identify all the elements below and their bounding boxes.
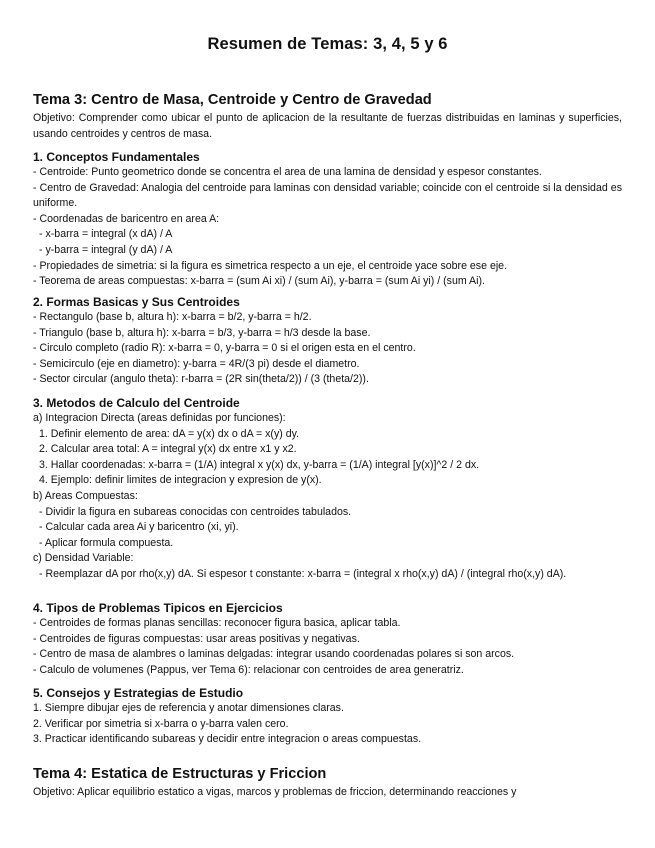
tema3-section [33, 91, 622, 142]
s5-line: 2. Verificar por simetria si x-barra o y-barra valen cero. [33, 717, 289, 730]
s3-line: 4. Ejemplo: definir limites de integracion y expresion de y(x). [39, 474, 322, 487]
s1-line: - Coordenadas de baricentro en area A: [33, 212, 220, 225]
s2-line: - Circulo completo (radio R): x-barra = 0, y-barra = 0 si el origen esta en el centro. [33, 342, 416, 355]
tema3-s3 [33, 396, 622, 583]
s1-line: - y-barra = integral (y dA) / A [39, 243, 173, 256]
s5-line: 1. Siempre dibujar ejes de referencia y anotar dimensiones claras. [33, 702, 344, 714]
tema3-s1 [33, 150, 622, 290]
tema3-heading: Tema 3: Centro de Masa, Centroide y Centro de Gravedad [33, 92, 432, 108]
s3-heading: 3. Metodos de Calculo del Centroide [33, 396, 240, 410]
s2-heading: 2. Formas Basicas y Sus Centroides [33, 295, 240, 309]
s1-line: - x-barra = integral (x dA) / A [39, 228, 173, 241]
s3-line: 2. Calcular area total: A = integral y(x) dx entre x1 y x2. [39, 443, 297, 456]
s4-line: - Centro de masa de alambres o laminas delgadas: integrar usando coordenadas polares si son arcos. [33, 648, 515, 661]
s5-heading: 5. Consejos y Estrategias de Estudio [33, 686, 244, 700]
tema4-objective: Objetivo: Aplicar equilibrio estatico a vigas, marcos y problemas de friccion, determinando reacciones y [33, 786, 517, 798]
s2-line: - Sector circular (angulo theta): r-barra = (2R sin(theta/2)) / (3 (theta/2)). [33, 373, 369, 386]
s2-line: - Semicirculo (eje en diametro): y-barra = 4R/(3 pi) desde el diametro. [33, 357, 360, 370]
tema3-s4 [33, 601, 622, 678]
s2-line: - Triangulo (base b, altura h): x-barra = b/3, y-barra = h/3 desde la base. [33, 326, 371, 339]
s3-line: - Calcular cada area Ai y baricentro (xi, yi). [39, 521, 239, 534]
tema4-heading: Tema 4: Estatica de Estructuras y Friccion [33, 766, 327, 782]
s4-line: - Centroides de figuras compuestas: usar areas positivas y negativas. [33, 632, 360, 645]
tema3-s2 [33, 295, 622, 388]
s1-line: - Teorema de areas compuestas: x-barra = (sum Ai xi) / (sum Ai), y-barra = (sum Ai yi) / (sum Ai). [33, 275, 485, 288]
s4-line: - Centroides de formas planas sencillas: reconocer figura basica, aplicar tabla. [33, 617, 401, 629]
s2-line: - Rectangulo (base b, altura h): x-barra = b/2, y-barra = h/2. [33, 311, 312, 323]
tema4-section [33, 765, 622, 801]
s1-line: - Propiedades de simetria: si la figura es simetrica respecto a un eje, el centroide yace sobre ese eje. [33, 259, 508, 272]
s3-line: 3. Hallar coordenadas: x-barra = (1/A) integral x y(x) dx, y-barra = (1/A) integral [y(x)]^2 / 2 dx. [39, 458, 480, 471]
tema3-s5 [33, 686, 622, 748]
s3-line: a) Integracion Directa (areas definidas por funciones): [33, 412, 286, 424]
s3-line: c) Densidad Variable: [33, 552, 134, 565]
s1-line: - Centro de Gravedad: Analogia del centroide para laminas con densidad variable; coincide con el centroide si la densidad es uniforme. [33, 181, 622, 210]
s3-line: - Reemplazar dA por rho(x,y) dA. Si espesor t constante: x-barra = (integral x rho(x,y) dA) / (integral rho(x,y) dA). [39, 567, 567, 580]
tema3-objective: Objetivo: Comprender como ubicar el punto de aplicacion de la resultante de fuerzas distribuidas en laminas y superficies, usando centroides y centros de masa. [33, 112, 622, 140]
s4-heading: 4. Tipos de Problemas Tipicos en Ejercicios [33, 601, 283, 615]
s3-line: 1. Definir elemento de area: dA = y(x) dx o dA = x(y) dy. [39, 427, 300, 440]
document-title: Resumen de Temas: 3, 4, 5 y 6 [207, 35, 448, 53]
s1-line: - Centroide: Punto geometrico donde se concentra el area de una lamina de densidad y espesor constantes. [33, 166, 542, 178]
s4-line: - Calculo de volumenes (Pappus, ver Tema 6): relacionar con centroides de area generatriz. [33, 663, 464, 676]
s3-line: b) Areas Compuestas: [33, 489, 138, 502]
s3-line: - Dividir la figura en subareas conocidas con centroides tabulados. [39, 505, 352, 518]
s3-line: - Aplicar formula compuesta. [39, 536, 174, 549]
s1-heading: 1. Conceptos Fundamentales [33, 150, 200, 164]
s5-line: 3. Practicar identificando subareas y decidir entre integracion o areas compuestas. [33, 733, 422, 746]
